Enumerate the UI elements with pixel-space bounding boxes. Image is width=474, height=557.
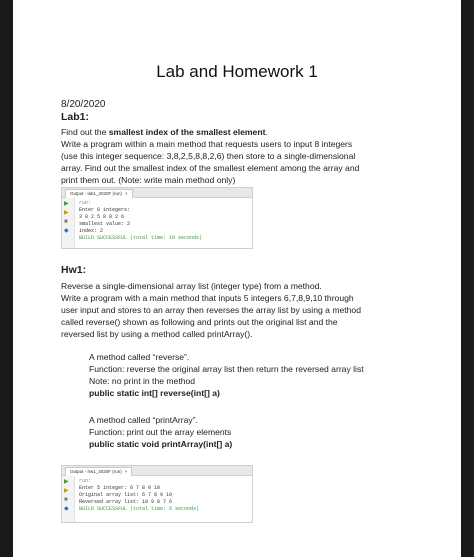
reverse-line-1: A method called “reverse”.: [89, 352, 190, 362]
close-icon[interactable]: ×: [124, 469, 128, 474]
output-line: Enter 8 integers:: [79, 207, 131, 213]
output-tab-label: Output - hw1_2020F (run): [70, 469, 122, 474]
output-line: Reversed array list: 10 9 8 7 6: [79, 499, 173, 505]
rerun-icon[interactable]: ▶: [64, 210, 69, 216]
output-line: Original array list: 6 7 8 9 10: [79, 492, 173, 498]
lab1-heading: Lab1:: [61, 111, 90, 123]
lab1-line-3: array. Find out the smallest index of the smallest element among the array and: [61, 163, 360, 173]
document-title: Lab and Homework 1: [156, 62, 318, 81]
settings-icon[interactable]: ◆: [64, 228, 69, 234]
print-line-1: A method called “printArray”.: [89, 415, 198, 425]
stop-icon[interactable]: ■: [64, 497, 68, 503]
output-line: smallest value: 2: [79, 221, 131, 227]
output-tab-hw1[interactable]: [65, 467, 132, 476]
output-panel-lab1: [61, 187, 253, 249]
run-icon[interactable]: ▶: [64, 201, 69, 207]
output-tab-label: Output - lab1_2020F (run): [70, 191, 123, 196]
hw1-line-3: user input and stores to an array then reverses the array list by using a method: [61, 305, 361, 315]
output-text-hw1: [79, 478, 199, 513]
output-line: Enter 5 integer: 6 7 8 9 10: [79, 485, 161, 491]
hw1-line-1: Reverse a single-dimensional array list (integer type) from a method.: [61, 281, 322, 291]
print-signature: public static void printArray(int[] a): [89, 439, 233, 449]
output-line: run:: [79, 200, 92, 206]
output-tabbar: [62, 188, 252, 198]
rerun-icon[interactable]: ▶: [64, 488, 69, 494]
hw1-line-2: Write a program with a main method that inputs 5 integers 6,7,8,9,10 through: [61, 293, 354, 303]
stop-icon[interactable]: ■: [64, 219, 68, 225]
output-line: index: 2: [79, 228, 104, 234]
close-icon[interactable]: ×: [125, 191, 128, 196]
output-tabbar: [62, 466, 252, 476]
lab1-task-suffix: .: [265, 127, 268, 137]
output-text-lab1: [79, 200, 202, 242]
output-tab-lab1[interactable]: [65, 189, 133, 198]
output-panel-hw1: [61, 465, 253, 523]
reverse-line-3: Note: no print in the method: [89, 376, 196, 386]
hw1-heading: Hw1:: [61, 264, 87, 276]
document-page: [13, 0, 461, 557]
print-line-2: Function: print out the array elements: [89, 427, 232, 437]
reverse-line-2: Function: reverse the original array list then return the reversed array list: [89, 364, 364, 374]
output-gutter: [62, 476, 75, 522]
output-gutter: [62, 198, 75, 248]
lab1-line-4: print them out. (Note: write main method only): [61, 175, 236, 185]
output-line: run:: [79, 478, 92, 484]
document-date: 8/20/2020: [61, 99, 106, 110]
lab1-task-prefix: Find out the: [61, 127, 109, 137]
output-line: 3 8 2 5 8 8 2 6: [79, 214, 125, 220]
hw1-line-4: called reverse() shown as following and prints out the original list and the: [61, 317, 338, 327]
lab1-task-line: [61, 127, 268, 138]
hw1-line-5: reversed list by using a method called printArray().: [61, 329, 253, 339]
output-line: BUILD SUCCESSFUL (total time: 5 seconds): [79, 506, 200, 512]
run-icon[interactable]: ▶: [64, 479, 69, 485]
lab1-line-1: Write a program within a main method that requests users to input 8 integers: [61, 139, 353, 149]
lab1-task-bold: smallest index of the smallest element: [108, 127, 266, 137]
settings-icon[interactable]: ◆: [64, 506, 69, 512]
output-line: BUILD SUCCESSFUL (total time: 18 seconds): [79, 235, 203, 241]
lab1-line-2: (use this integer sequence: 3,8,2,5,8,8,2,6) then store to a single-dimensional: [61, 151, 356, 161]
reverse-signature: public static int[] reverse(int[] a): [89, 388, 220, 398]
